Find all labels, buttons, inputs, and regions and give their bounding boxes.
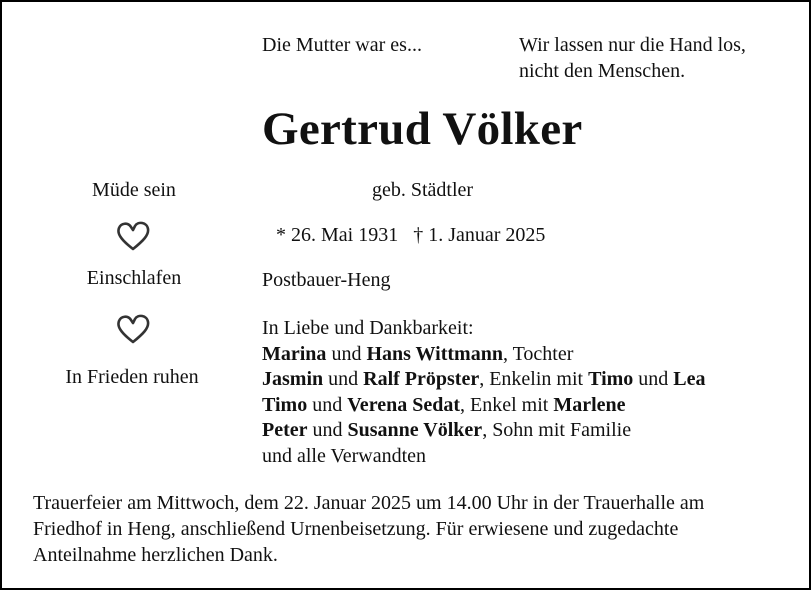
mourner-name: Susanne Völker bbox=[347, 419, 483, 441]
funeral-notice: Trauerfeier am Mittwoch, dem 22. Januar 2025 um 14.00 Uhr in der Trauerhalle am Friedhof in Heng, anschließend Urnenbeisetzung. Für erwiesene und zugedachte Anteilnahme herzlichen Dank. bbox=[33, 492, 705, 566]
mourner-line bbox=[262, 342, 706, 368]
mourner-line bbox=[262, 418, 706, 444]
side-word-1: Müde sein bbox=[92, 179, 176, 201]
mourners-list bbox=[262, 316, 706, 469]
mourner-relation: , Enkel mit bbox=[460, 393, 554, 416]
mourner-line bbox=[262, 367, 706, 393]
deceased-name: Gertrud Völker bbox=[262, 103, 583, 155]
mourner-name: Peter bbox=[262, 419, 308, 441]
side-word-3: In Frieden ruhen bbox=[65, 366, 199, 388]
side-word-2: Einschlafen bbox=[86, 267, 182, 289]
mourner-name: Marina bbox=[262, 342, 327, 365]
mourner-text: und bbox=[326, 342, 367, 365]
place-of-residence: Postbauer-Heng bbox=[262, 269, 391, 291]
heart-icon bbox=[116, 313, 150, 345]
mourner-name: Marlene bbox=[553, 393, 626, 416]
mourner-text: und bbox=[307, 419, 348, 441]
mourner-name: Hans Wittmann bbox=[366, 342, 503, 365]
birth-name: geb. Städtler bbox=[372, 179, 474, 201]
mourner-relation: , Enkelin mit bbox=[479, 368, 589, 390]
mourner-text: und bbox=[633, 368, 674, 390]
mourners-intro: In Liebe und Dankbarkeit: bbox=[262, 317, 474, 339]
mourner-name: Jasmin bbox=[262, 368, 324, 390]
mourner-relation: , Sohn mit Familie bbox=[482, 419, 632, 441]
quote-right-line-1: Wir lassen nur die Hand los, bbox=[519, 34, 746, 56]
mourners-closing: und alle Verwandten bbox=[262, 444, 427, 467]
mourner-name: Verena Sedat bbox=[347, 393, 460, 416]
mourner-name: Lea bbox=[673, 368, 706, 390]
mourner-line bbox=[262, 393, 706, 419]
mourner-name: Timo bbox=[262, 393, 308, 416]
mourner-name: Ralf Pröpster bbox=[363, 368, 480, 390]
quote-right-line-2: nicht den Menschen. bbox=[519, 60, 686, 82]
mourner-text: und bbox=[323, 368, 364, 390]
mourner-relation: , Tochter bbox=[502, 342, 574, 365]
quote-left: Die Mutter war es... bbox=[262, 34, 422, 56]
mourner-text: und bbox=[307, 393, 348, 416]
mourner-name: Timo bbox=[588, 368, 634, 390]
heart-icon bbox=[116, 220, 150, 252]
life-dates: * 26. Mai 1931 † 1. Januar 2025 bbox=[276, 224, 546, 246]
